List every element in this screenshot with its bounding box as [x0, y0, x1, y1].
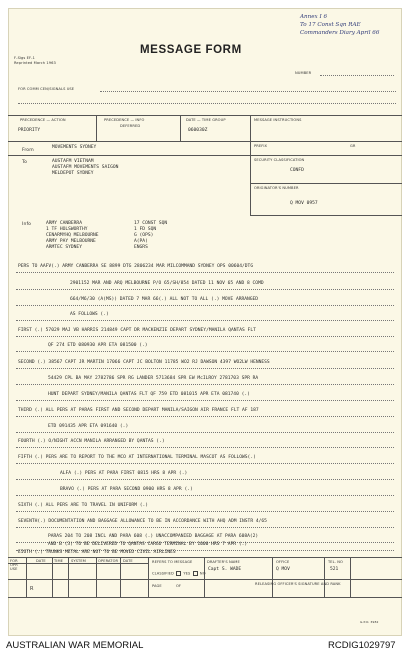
body-line: FIRST (.) 57029 MAJ VB HARRIS 214849 CAPT DR MACKENZIE DEPART SYDNEY/MANILA QANTAS FLT: [18, 328, 256, 333]
prefix-label: PREFIX: [254, 144, 268, 148]
rule: [52, 557, 53, 597]
body-line: BRAVO (.) PERS AT PARA SECOND 0900 HRS 8 APR (.): [60, 487, 193, 492]
to-label: To: [22, 160, 28, 165]
gr-label: GR: [350, 144, 356, 148]
t-date-label: DATE: [123, 559, 133, 563]
to-line-2: AUSTAFM MOVEMENTS SAIGON: [52, 165, 119, 170]
body-line: 664/M6/30 (A(MS)) DATED 7 MAR 66(.) ALL NOT TO ALL (.) MOVE ARRANGED: [70, 297, 259, 302]
no-label: NO: [199, 571, 206, 576]
date-time-group-value: 060030Z: [188, 128, 208, 133]
tel-value: 521: [330, 567, 339, 572]
for-comm-field-2: [18, 103, 396, 104]
for-opr-use-label: FOR OPR USE: [10, 559, 18, 571]
body-line: FOURTH (.) O/NIGHT ACCN MANILA ARRANGED BY QANTAS (.): [18, 439, 165, 444]
info-right-4: A(PA): [134, 239, 148, 244]
rule: [16, 432, 394, 433]
body-line: 2901152 MAR AND ARQ MELBOURNE P/O 65/SH/854 DATED 11 NOV 65 AND 8 COMD: [70, 281, 264, 286]
info-left-1: ARMY CANBERRA: [46, 221, 82, 226]
rule: [250, 183, 402, 184]
body-line: SEVENTH(.) DOCUMENTATION AND BAGGAGE ALLOWANCE TO BE IN ACCORDANCE WITH AHQ ADM INSTR 4/65: [18, 519, 267, 524]
rule: [324, 557, 325, 597]
rule: [350, 557, 351, 597]
of-label: OF: [176, 584, 182, 588]
precedence-action-label: PRECEDENCE — ACTION: [20, 118, 66, 122]
rule: [16, 479, 394, 480]
rule: [16, 336, 394, 337]
body-line: SECOND (.) 38567 CAPT JR MARTIN 17066 CAPT JC BOLTON 11785 WO2 RJ DAWSON 4397 WO2LW HENNESS: [18, 360, 270, 365]
rule: [8, 155, 402, 156]
rule: [120, 557, 121, 597]
form-ref-line-1: F-Sigs EF-1: [14, 56, 35, 60]
body-line: 54429 CPL BA MAY 2782786 SPR RG LANDER 5713684 SPR EW McILROY 2781703 SPR RA: [48, 376, 259, 381]
body-line: AS FOLLOWS (.): [70, 312, 109, 317]
body-line: ALFA (.) PERS AT PARA FIRST 0815 HRS 8 APR (.): [60, 471, 188, 476]
classified-label: CLASSIFIED: [152, 571, 174, 576]
rule: [16, 400, 394, 401]
page-label: PAGE: [152, 584, 162, 588]
info-right-1: 17 CONST SQN: [134, 221, 168, 226]
office-value: Q MOV: [276, 567, 290, 572]
info-left-5: ARMTEC SYDNEY: [46, 245, 82, 250]
rule: [148, 557, 149, 597]
info-right-5: ENGRS: [134, 245, 148, 250]
rule: [16, 368, 394, 369]
yes-label: YES: [183, 571, 191, 576]
info-right-2: 1 FD SQN: [134, 227, 157, 232]
body-line: EIGTH (.) TRUNKS METAL ARE NOT TO BE MOVED CIVIL AIRLINES: [18, 550, 176, 555]
info-label: Info: [22, 222, 32, 227]
for-comm-label: FOR COMM CEN/SIGNALS USE: [18, 87, 75, 91]
annotation-line-2: To 17 Const Sqn RAE: [300, 22, 361, 28]
caption-left: AUSTRALIAN WAR MEMORIAL: [6, 640, 144, 651]
body-line: SIXTH (.) ALL PERS ARE TO TRAVEL IN UNIFORM (.): [18, 503, 148, 508]
annotation-line-3: Commanders Diary April 66: [300, 30, 380, 36]
r-label: R: [30, 586, 34, 592]
yes-checkbox[interactable]: [176, 571, 181, 576]
number-field: [320, 75, 394, 76]
precedence-info-label: PRECEDENCE — INFO: [104, 118, 145, 122]
form-title: MESSAGE FORM: [140, 44, 242, 56]
deferred-label: DEFERRED: [120, 124, 141, 128]
rule: [16, 305, 394, 306]
info-left-2: 1 TF HOLSWORTHY: [46, 227, 88, 232]
rule: [26, 557, 27, 597]
rule: [250, 215, 402, 216]
rule: [8, 115, 402, 116]
number-label: NUMBER: [295, 71, 312, 75]
for-comm-field: [100, 91, 396, 92]
body-line: FIFTH (.) PERS ARE TO REPORT TO THE MCO AT INTERNATIONAL TERMINAL MASCOT AS FOLLOWS(.): [18, 455, 256, 460]
refers-to-message-label: REFERS TO MESSAGE: [152, 560, 193, 564]
rule: [16, 495, 394, 496]
rule: [16, 511, 394, 512]
form-ref-line-2: Reprinted March 1963: [14, 61, 56, 65]
body-line: QF 274 ETD 080930 APR ETA 081500 (.): [48, 343, 148, 348]
body-line: ETD 091435 APR ETA 091640 (.): [48, 424, 129, 429]
body-line: PERS TO AAFV(.) ARMY CANBERRA SE 8899 DTG 2806234 MAR MILCOMMAND SYDNEY OPS 00604/DTG: [18, 264, 254, 269]
drafters-name-value: Capt S. WADE: [208, 567, 242, 572]
precedence-action-value: PRIORITY: [18, 128, 41, 133]
r-operator-label: OPERATOR: [98, 559, 119, 563]
caption-right: RCDIG1029797: [328, 640, 396, 651]
rule: [96, 557, 97, 597]
rule: [8, 141, 250, 142]
releasing-officer-label: RELEASING OFFICER'S SIGNATURE AND RANK: [255, 582, 341, 586]
security-classification-value: CONFD: [290, 168, 304, 173]
rule: [272, 557, 273, 597]
body-line: HUNT DEPART SYDNEY/MANILA QANTAS FLT QF 759 ETD 081015 APR ETA 081740 (.): [48, 392, 250, 397]
rule: [8, 563, 148, 564]
rule: [16, 447, 394, 448]
rule: [16, 351, 394, 352]
r-date-label: DATE: [36, 559, 46, 563]
drafters-name-label: DRAFTER'S NAME: [207, 560, 240, 564]
classified-row: [152, 571, 206, 576]
body-line: PARAS 204 TO 208 INCL AND PARA 608 (.) UNACCOMPANIED BAGGAGE AT PARA 608A(2): [48, 534, 259, 539]
rule: [96, 115, 97, 141]
to-line-3: MELDEPOT SYDNEY: [52, 171, 94, 176]
r-system-label: SYSTEM: [71, 559, 86, 563]
info-right-3: G (OPS): [134, 233, 154, 238]
from-value: MOVEMENTS SYDNEY: [52, 145, 97, 150]
rule: [16, 527, 394, 528]
rule: [250, 115, 251, 215]
r-time-label: TIME: [54, 559, 64, 563]
rule: [8, 597, 402, 598]
rule: [204, 557, 205, 597]
originators-number-value: Q MOV 0957: [290, 201, 318, 206]
body-line: THIRD (.) ALL PERS AT PARAS FIRST AND SECOND DEPART MANILA/SAIGON AIR FRANCE FLT AF 187: [18, 408, 259, 413]
no-checkbox[interactable]: [193, 571, 198, 576]
rule: [16, 416, 394, 417]
tel-label: TEL. NO: [328, 560, 343, 564]
info-left-4: ARMY PAY MELBOURNE: [46, 239, 96, 244]
to-line-1: AUSTAFM VIETNAM: [52, 159, 94, 164]
office-label: OFFICE: [276, 560, 290, 564]
rule: [16, 463, 394, 464]
rule: [250, 141, 402, 142]
rule: [16, 320, 394, 321]
rule: [16, 384, 394, 385]
annotation-line-1: Annex I 6: [300, 14, 328, 20]
message-instructions-label: MESSAGE INSTRUCTIONS: [254, 118, 302, 122]
originators-number-label: ORIGINATOR'S NUMBER: [254, 186, 299, 190]
rule: [16, 272, 394, 273]
rule: [16, 289, 394, 290]
security-classification-label: SECURITY CLASSIFICATION: [254, 158, 305, 162]
body-line: AND B (3) TO BE DELIVERED TO QANTAS CARGO TERMINAL BY 1000 HRS 7 APR (.): [48, 542, 248, 547]
date-time-group-label: DATE — TIME GROUP: [186, 118, 226, 122]
from-label: From: [22, 148, 34, 153]
info-left-3: CENARMYHQ MELBOURNE: [46, 233, 99, 238]
print-code: G.P.O. 3982: [360, 620, 379, 624]
rule: [68, 557, 69, 597]
rule: [180, 115, 181, 141]
